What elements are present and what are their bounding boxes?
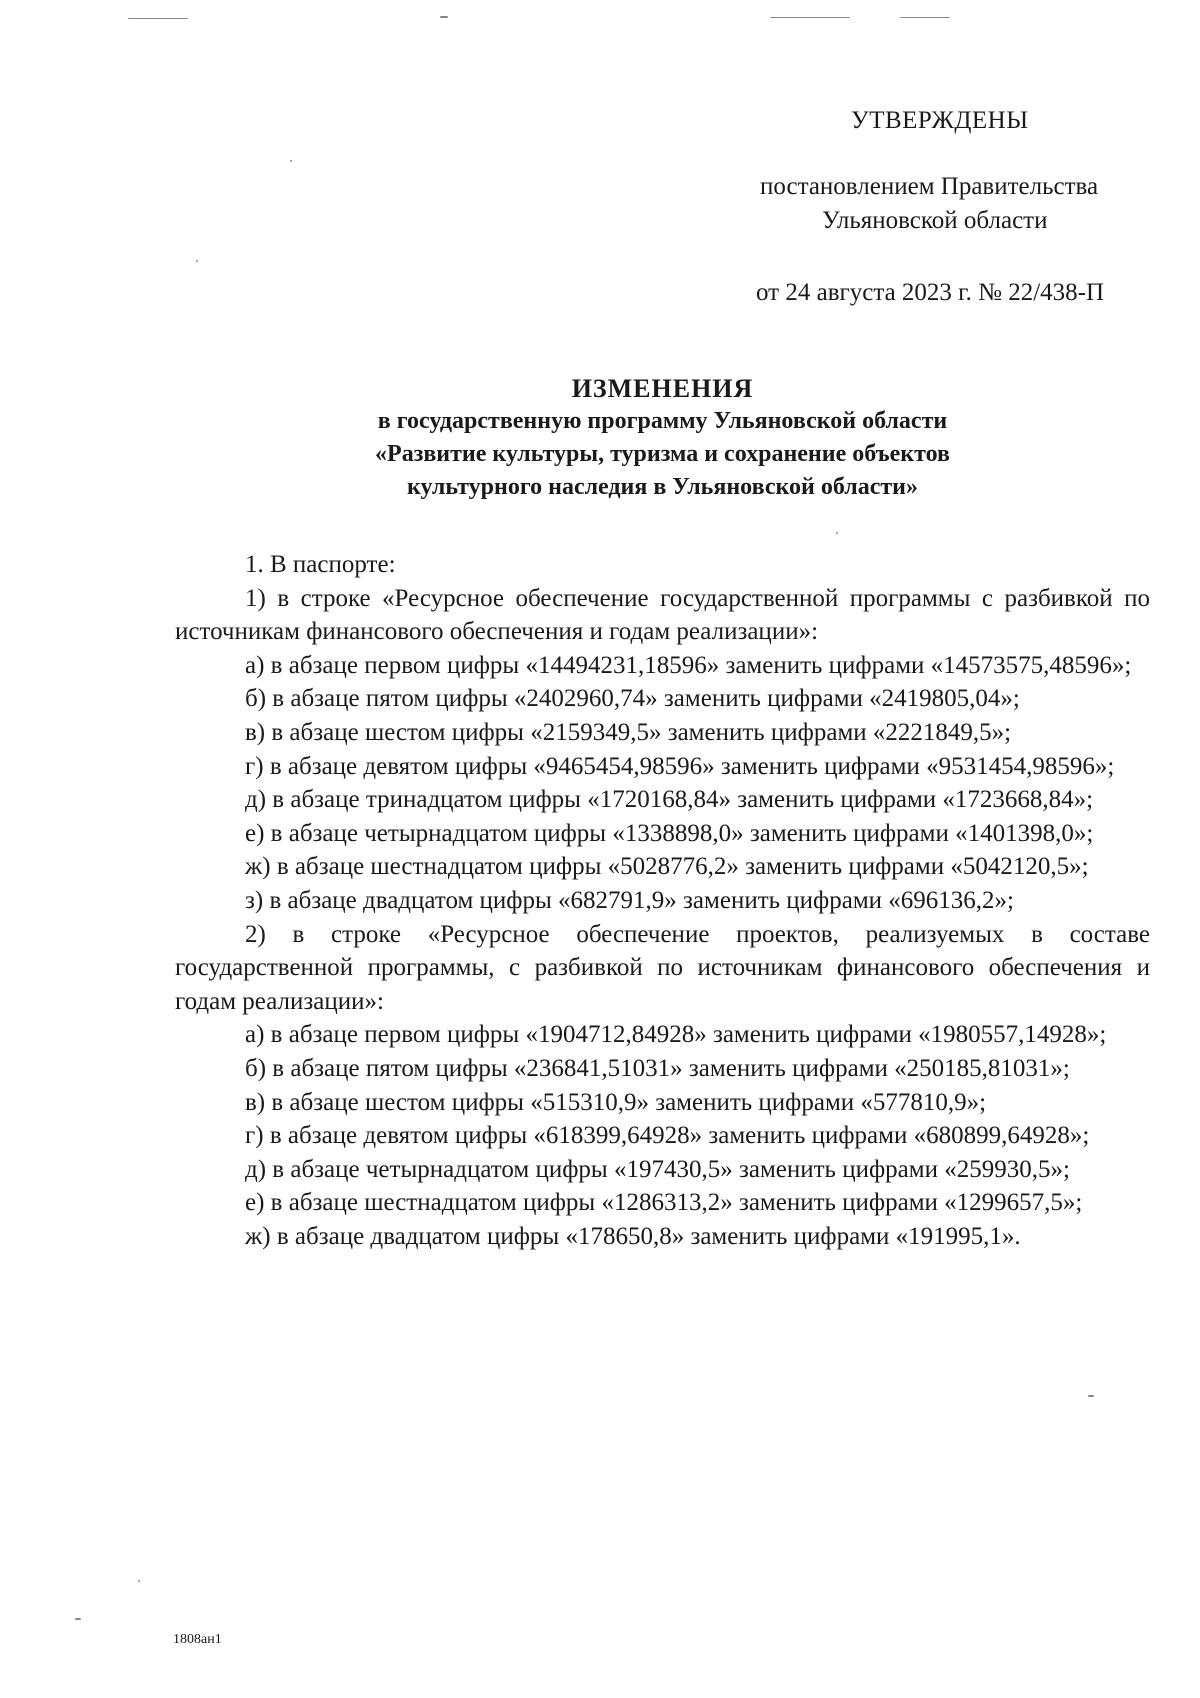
- paragraph: в) в абзаце шестом цифры «515310,9» заменить цифрами «577810,9»;: [245, 1088, 987, 1116]
- paragraph: в) в абзаце шестом цифры «2159349,5» заменить цифрами «2221849,5»;: [245, 718, 1012, 746]
- paragraph: а) в абзаце первом цифры «14494231,18596» заменить цифрами «14573575,48596»;: [245, 651, 1132, 679]
- paragraph: г) в абзаце девятом цифры «9465454,98596» заменить цифрами «9531454,98596»;: [245, 752, 1115, 780]
- title-line1: в государственную программу Ульяновской области: [377, 408, 948, 434]
- paragraph: е) в абзаце четырнадцатом цифры «1338898,0» заменить цифрами «1401398,0»;: [245, 819, 1094, 847]
- approval-issuer-line1: постановлением Правительства: [760, 173, 1099, 200]
- scan-speck: [196, 260, 198, 262]
- scan-speck: [75, 1618, 81, 1620]
- scan-speck: [290, 160, 292, 162]
- paragraph: 1. В паспорте:: [245, 551, 396, 578]
- scan-speck: [1088, 1395, 1094, 1397]
- paragraph: з) в абзаце двадцатом цифры «682791,9» заменить цифрами «696136,2»;: [245, 886, 1014, 914]
- scan-speck: [128, 18, 188, 19]
- paragraph: а) в абзаце первом цифры «1904712,84928» заменить цифрами «1980557,14928»;: [245, 1021, 1107, 1049]
- title-line3: культурного наследия в Ульяновской области»: [407, 474, 918, 500]
- paragraph: д) в абзаце четырнадцатом цифры «197430,5» заменить цифрами «259930,5»;: [245, 1155, 1070, 1183]
- paragraph: г) в абзаце девятом цифры «618399,64928» заменить цифрами «680899,64928»;: [245, 1122, 1090, 1150]
- approval-stamp-title: УТВЕРЖДЕНЫ: [851, 107, 1029, 134]
- scan-speck: [900, 17, 950, 18]
- title-line2: «Развитие культуры, туризма и сохранение объектов: [375, 441, 950, 467]
- paragraph: б) в абзаце пятом цифры «2402960,74» заменить цифрами «2419805,04»;: [245, 685, 1020, 713]
- document-body: [175, 548, 1150, 1253]
- paragraph: ж) в абзаце двадцатом цифры «178650,8» заменить цифрами «191995,1».: [245, 1222, 1021, 1250]
- paragraph: б) в абзаце пятом цифры «236841,51031» заменить цифрами «250185,81031»;: [245, 1054, 1070, 1082]
- approval-issuer-line2: Ульяновской области: [822, 207, 1048, 234]
- scan-speck: [440, 16, 448, 18]
- document-title: [175, 372, 1150, 504]
- approval-date: от 24 августа 2023 г. № 22/438-П: [756, 279, 1105, 306]
- paragraph: ж) в абзаце шестнадцатом цифры «5028776,2» заменить цифрами «5042120,5»;: [245, 853, 1089, 881]
- approval-issuer: [760, 170, 1150, 238]
- scan-speck: [770, 17, 850, 18]
- paragraph: 2) в строке «Ресурсное обеспечение проектов, реализуемых в составе государственной программы, с разбивкой по источникам финансового обеспечения и годам реализации»:: [175, 920, 1150, 1015]
- paragraph: е) в абзаце шестнадцатом цифры «1286313,2» заменить цифрами «1299657,5»;: [245, 1189, 1083, 1217]
- scan-speck: [836, 532, 838, 534]
- paragraph: д) в абзаце тринадцатом цифры «1720168,84» заменить цифрами «1723668,84»;: [245, 786, 1094, 814]
- scan-speck: [138, 1580, 140, 1582]
- paragraph: 1) в строке «Ресурсное обеспечение государственной программы с разбивкой по источникам финансового обеспечения и годам реализации»:: [175, 584, 1150, 646]
- title-main: ИЗМЕНЕНИЯ: [571, 374, 754, 403]
- document-code: 1808ан1: [173, 1632, 222, 1647]
